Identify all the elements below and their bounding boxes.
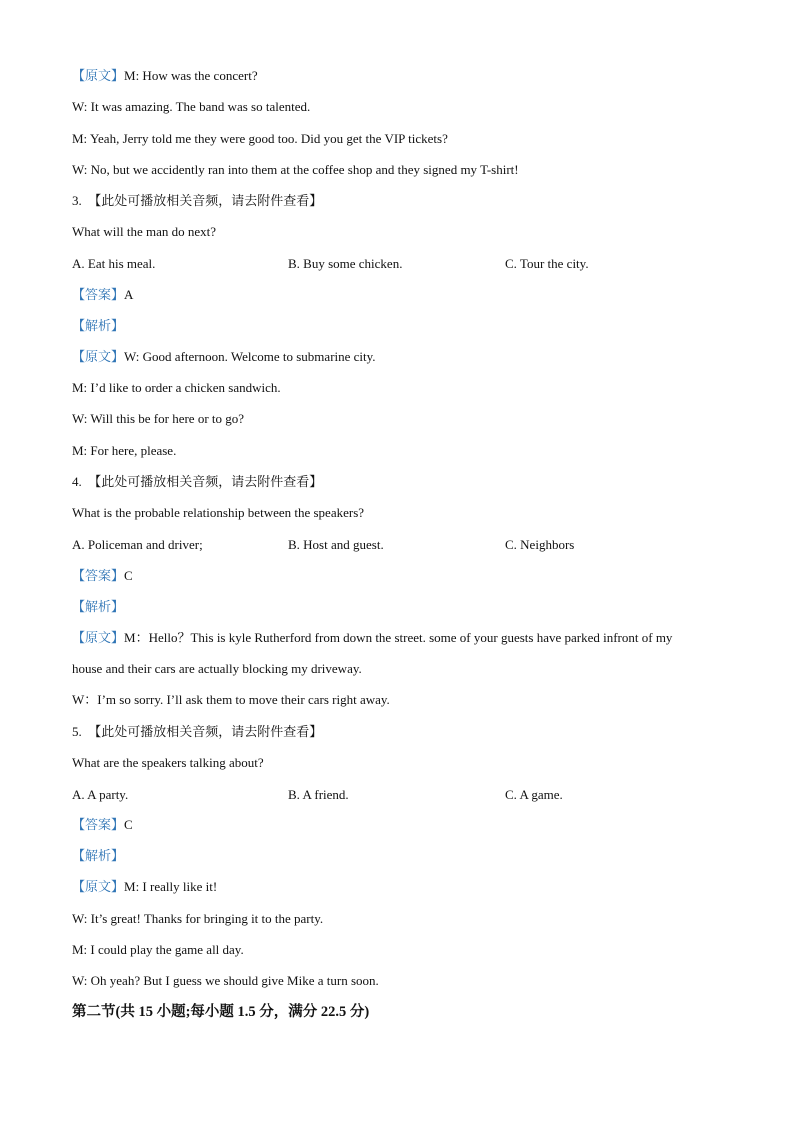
q5-transcript-line-3: M: I could play the game all day.: [72, 942, 244, 957]
q5-transcript-line-1: [72, 879, 217, 895]
q5-option-a: A. A party.: [72, 787, 129, 802]
q2-transcript-line-1: [72, 68, 258, 84]
yuanwen-label: 【原文】: [72, 879, 125, 894]
q4-option-c: C. Neighbors: [505, 537, 575, 552]
q3-transcript-line-3: W: Will this be for here or to go?: [72, 411, 245, 426]
section-heading: 第二节(共 15 小题;每小题 1.5 分，满分 22.5 分): [72, 1004, 370, 1020]
yuanwen-label: 【原文】: [72, 68, 125, 83]
q5-question: What are the speakers talking about?: [72, 755, 264, 770]
q5-answer: [72, 817, 133, 833]
q4-option-b: B. Host and guest.: [288, 537, 384, 552]
q5-transcript-line-2: W: It’s great! Thanks for bringing it to the party.: [72, 911, 324, 926]
yuanwen-label: 【原文】: [72, 349, 125, 364]
q4-question: What is the probable relationship between the speakers?: [72, 505, 365, 520]
answer-label: 【答案】: [72, 287, 125, 302]
q5-transcript-line-4: W: Oh yeah? But I guess we should give Mike a turn soon.: [72, 973, 379, 988]
audio-note: 【此处可播放相关音频，请去附件查看】: [88, 724, 323, 739]
q3-header: [72, 193, 322, 209]
q3-transcript-line-1: [72, 349, 376, 365]
answer-value: C: [124, 817, 133, 832]
q2-transcript-line-4: W: No, but we accidently ran into them at the coffee shop and they signed my T-shirt!: [72, 162, 519, 177]
q2-transcript-line-3: M: Yeah, Jerry told me they were good too. Did you get the VIP tickets?: [72, 131, 448, 146]
answer-value: C: [124, 568, 133, 583]
q3-transcript-line-2: M: I’d like to order a chicken sandwich.: [72, 380, 281, 395]
q3-answer: [72, 287, 133, 303]
q5-options: [72, 787, 722, 803]
yuanwen-label: 【原文】: [72, 630, 125, 645]
q5-analysis-label: 【解析】: [72, 848, 125, 863]
q4-transcript-line-3: W：I’m so sorry. I’ll ask them to move their cars right away.: [72, 692, 390, 707]
audio-note: 【此处可播放相关音频，请去附件查看】: [88, 193, 323, 208]
answer-label: 【答案】: [72, 817, 125, 832]
q4-answer: [72, 568, 133, 584]
audio-note: 【此处可播放相关音频，请去附件查看】: [88, 474, 323, 489]
answer-label: 【答案】: [72, 568, 125, 583]
q2-transcript-line-2: W: It was amazing. The band was so talented.: [72, 99, 311, 114]
q4-options: [72, 537, 722, 553]
transcript-text: M：Hello？This is kyle Rutherford from down the street. some of your guests have parked infront of my: [124, 630, 673, 645]
q5-number: 5.: [72, 724, 82, 739]
q3-option-c: C. Tour the city.: [505, 256, 589, 271]
q4-header: [72, 474, 322, 490]
q3-option-b: B. Buy some chicken.: [288, 256, 403, 271]
q3-analysis-label: 【解析】: [72, 318, 125, 333]
q4-transcript-line-2: house and their cars are actually blocking my driveway.: [72, 661, 362, 676]
q3-question: What will the man do next?: [72, 224, 217, 239]
q4-analysis-label: 【解析】: [72, 599, 125, 614]
q3-number: 3.: [72, 193, 82, 208]
q3-transcript-line-4: M: For here, please.: [72, 443, 177, 458]
transcript-text: W: Good afternoon. Welcome to submarine city.: [124, 349, 376, 364]
q5-header: [72, 724, 322, 740]
q5-option-c: C. A game.: [505, 787, 563, 802]
answer-value: A: [124, 287, 134, 302]
q4-transcript-line-1: [72, 630, 672, 646]
q5-option-b: B. A friend.: [288, 787, 349, 802]
q3-options: [72, 256, 722, 272]
q4-option-a: A. Policeman and driver;: [72, 537, 203, 552]
q3-option-a: A. Eat his meal.: [72, 256, 156, 271]
q4-number: 4.: [72, 474, 82, 489]
transcript-text: M: I really like it!: [124, 879, 218, 894]
transcript-text: M: How was the concert?: [124, 68, 258, 83]
